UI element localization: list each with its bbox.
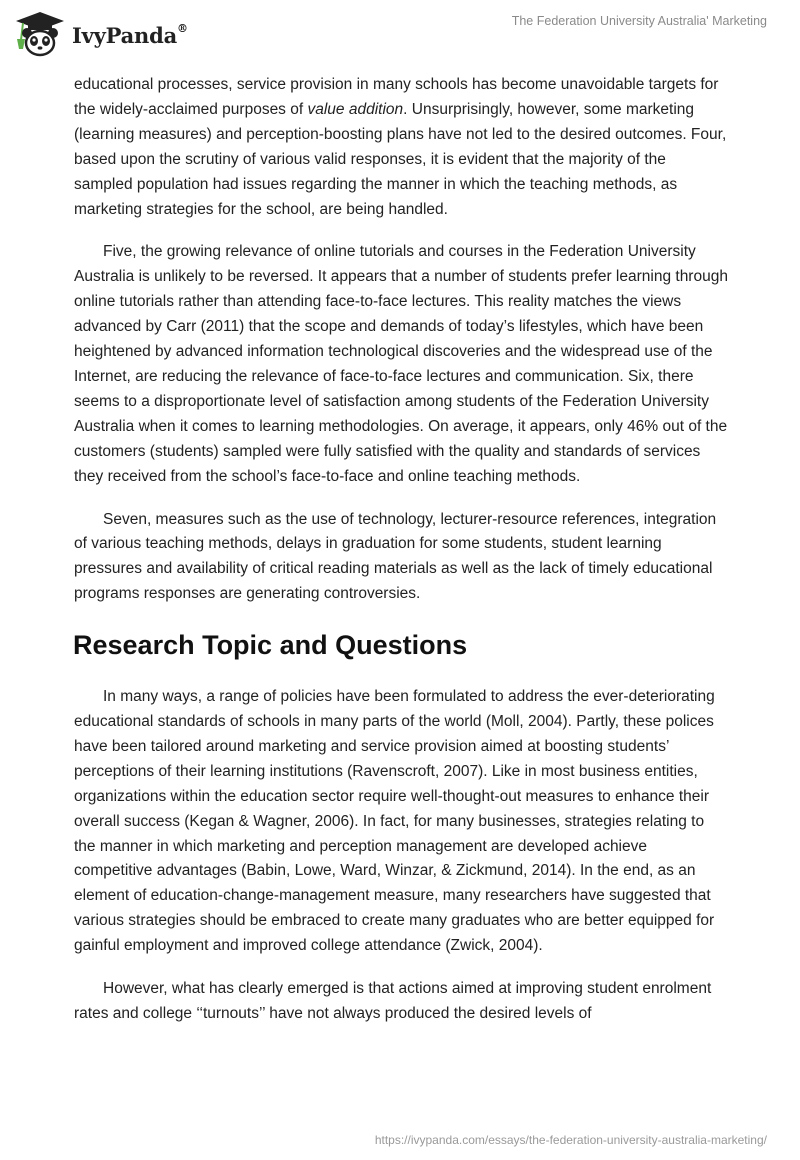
paragraph-4: In many ways, a range of policies have been formulated to address the ever-deteriorating educational standards of schools in many parts of the world (Moll, 2004). Partly, these polices have been tailored around marketing and service provision aimed at boosting students’ perceptions of their learning institutions (Ravenscroft, 2007). Like in most business entities, organizations within the education sector require well-thought-out measures to enhance their overall success (Kegan & Wagner, 2006). In fact, for many businesses, strategies relating to the manner in which marketing and perception management are developed achieve competitive advantages (Babin, Lowe, Ward, Winzar, & Zickmund, 2014). In the end, as an element of education-change-management measure, many researchers have suggested that various strategies should be embraced to create many graduates who are better equipped for gainful employment and improved college attendance (Zwick, 2004).: [74, 688, 715, 955]
paragraph-1-end: . Unsurprisingly, however, some marketing (learning measures) and perception-boosting plans have not led to the desired outcomes. Four, based upon the scrutiny of various valid responses, it is evident that the majority of the sampled population had issues regarding the manner in which the teaching methods, as marketing strategies for the school, are being handled.: [74, 100, 727, 218]
paragraph-3: Seven, measures such as the use of technology, lecturer-resource references, integration of various teaching methods, delays in graduation for some students, student learning pressures and availability of critical reading materials as well as the lack of timely educational programs responses are generating controversies.: [74, 510, 717, 603]
registered-mark: ®: [177, 21, 188, 35]
paragraph-5: However, what has clearly emerged is that actions aimed at improving student enrolment rates and college ‘‘turnouts’’ have not always produced the desired levels of: [74, 980, 712, 1022]
paragraph-1-start: educational processes, service provision in many schools has become unavoidable targets for the widely-acclaimed purposes of: [74, 76, 719, 118]
document-title: The Federation University Australia' Marketing: [511, 14, 767, 28]
logo-wordmark: [72, 23, 188, 48]
source-url[interactable]: https://ivypanda.com/essays/the-federation-university-australia-marketing/: [374, 1133, 767, 1147]
paragraph-2: Five, the growing relevance of online tutorials and courses in the Federation University Australia is unlikely to be reversed. It appears that a number of students prefer learning through online tutorials rather than attending face-to-face lectures. This reality matches the views advanced by Carr (2011) that the scope and demands of today’s lifestyles, which have been heightened by advanced information technological discoveries and the widespread use of the Internet, are reducing the relevance of face-to-face lectures and communication. Six, there seems to a disproportionate level of satisfaction among students of the Federation University Australia when it comes to learning methodologies. On average, it appears, only 46% out of the customers (students) sampled were fully satisfied with the quality and standards of services they received from the school’s face-to-face and online teaching methods.: [74, 243, 728, 485]
page-header: [0, 0, 800, 70]
emphasis-value-addition: value addition: [307, 100, 404, 118]
logo-name: IvyPanda: [72, 22, 178, 48]
essay-content: [74, 73, 728, 1045]
ivypanda-logo[interactable]: [14, 11, 188, 57]
paragraph-1: [74, 73, 728, 222]
panda-graduate-icon: [14, 11, 66, 57]
section-heading: Research Topic and Questions: [73, 630, 468, 661]
